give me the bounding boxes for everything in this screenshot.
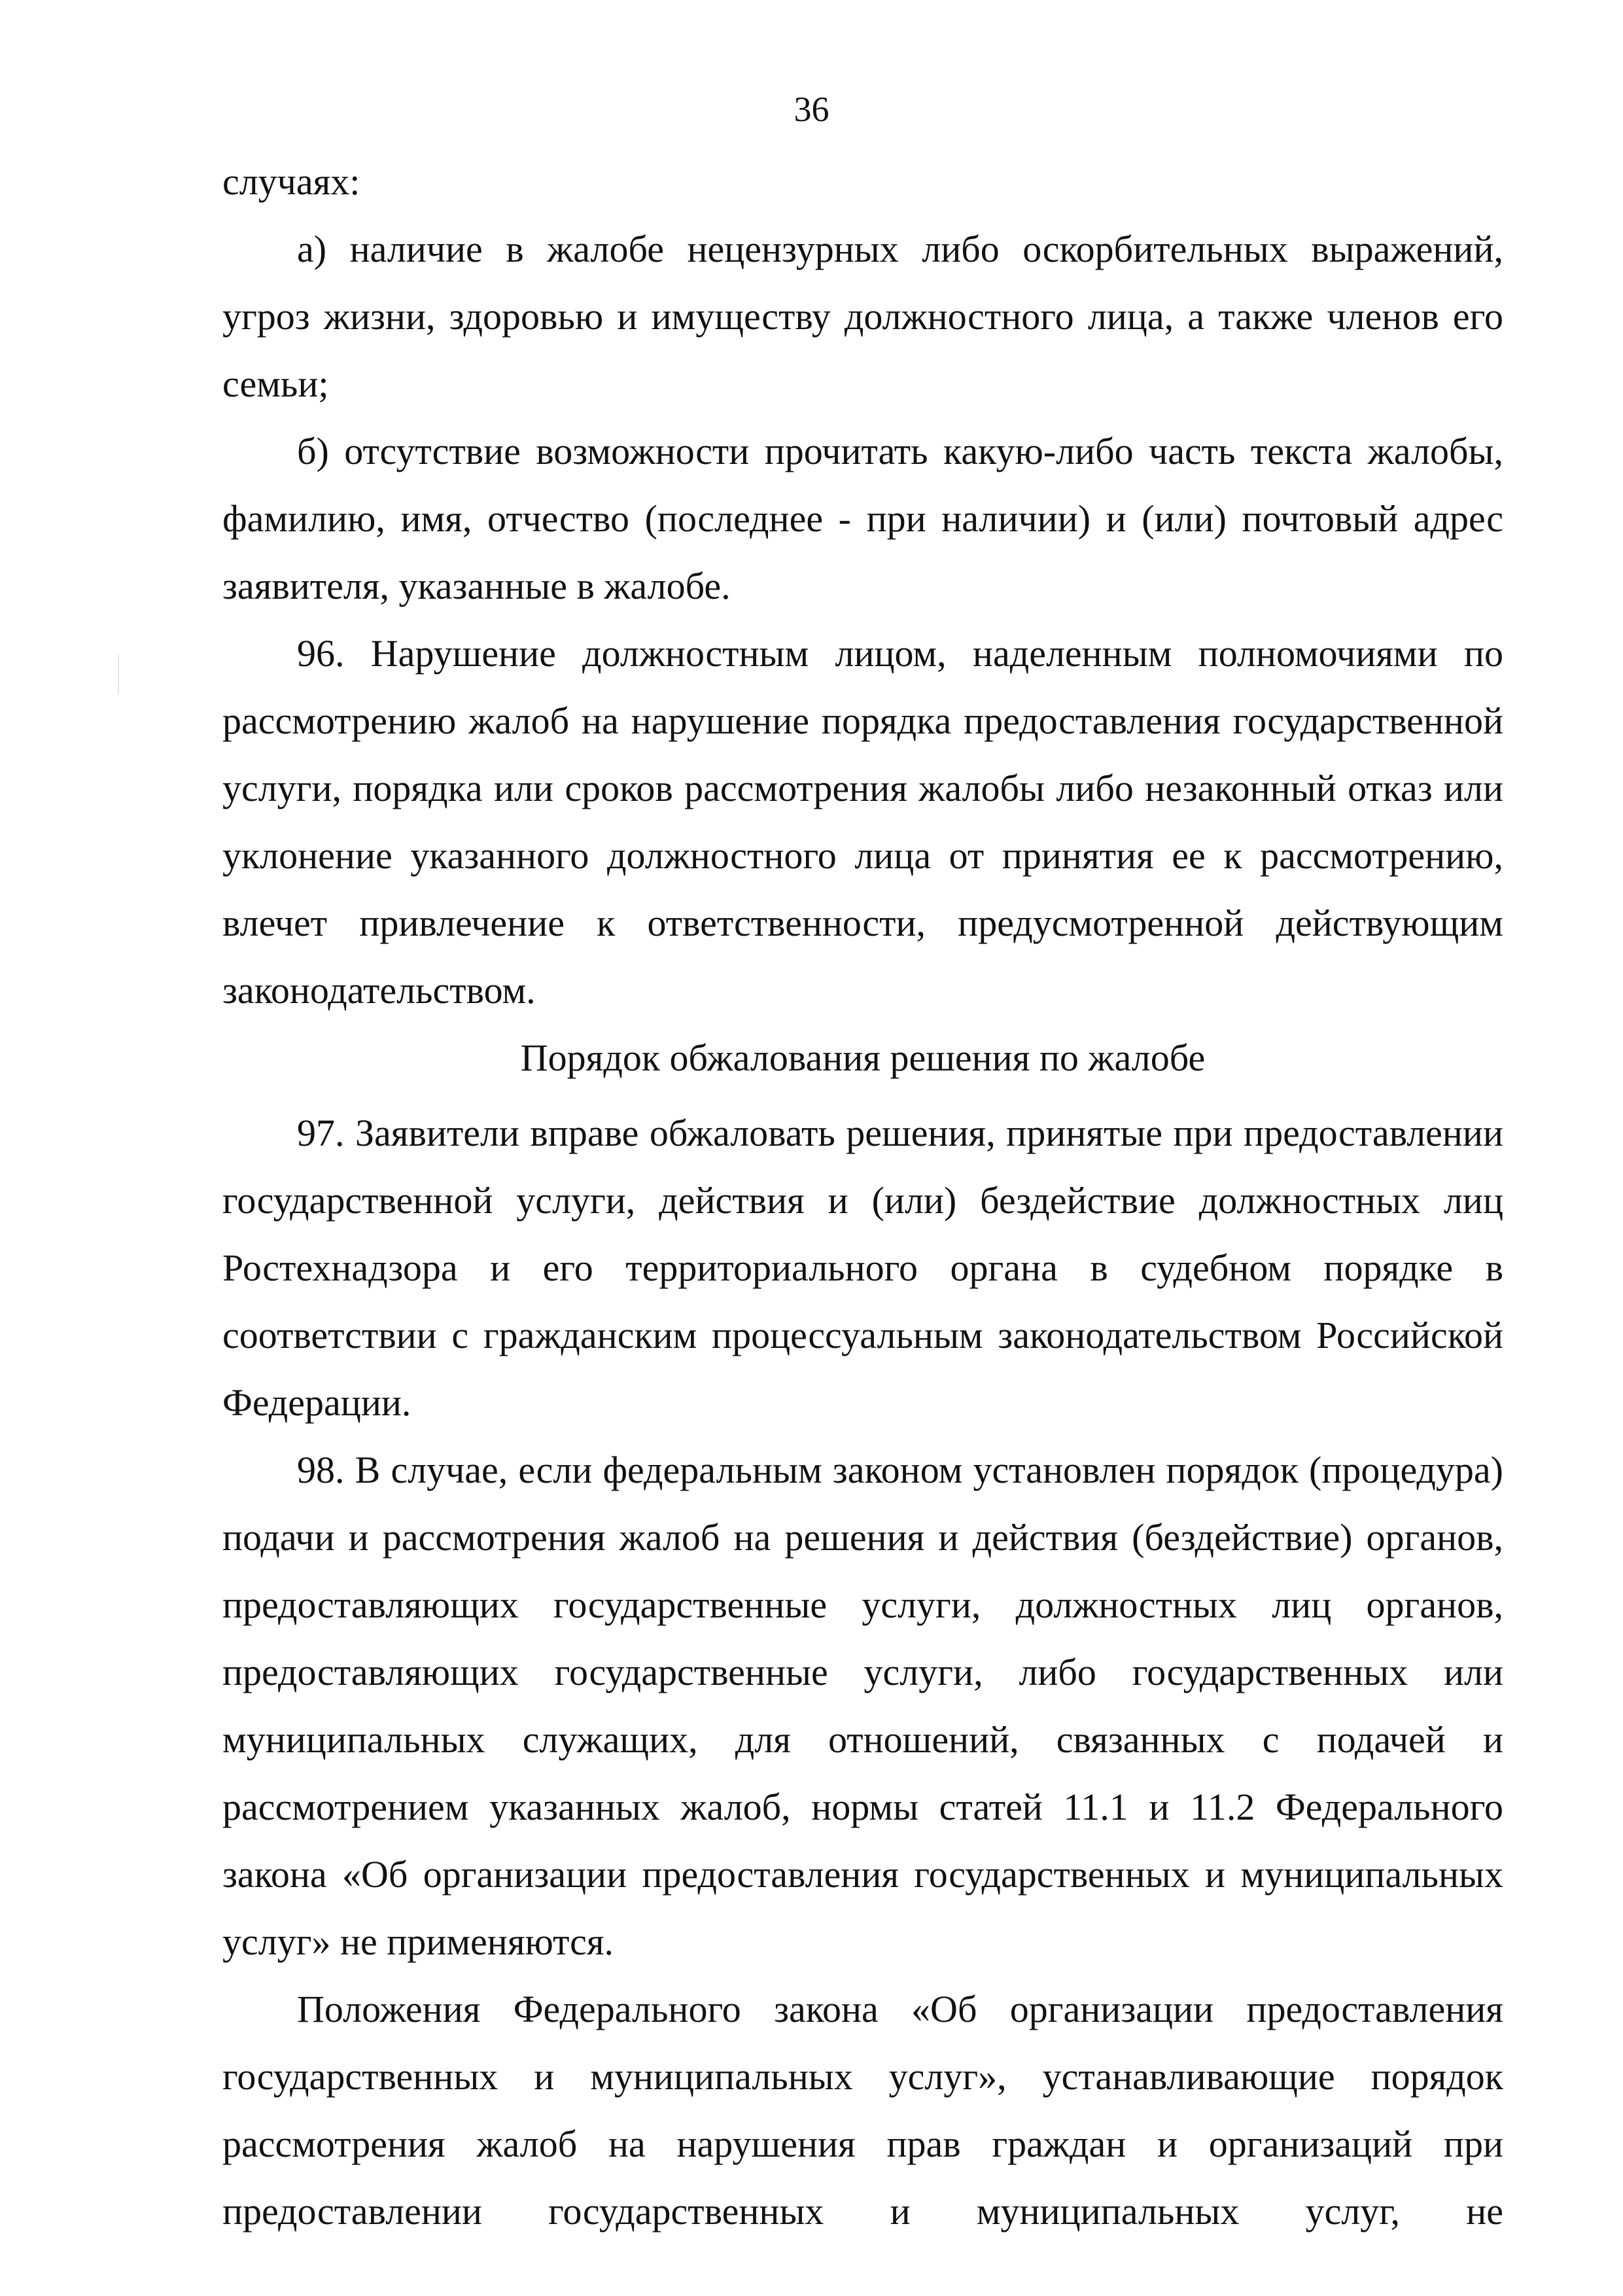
paragraph-provisions: Положения Федерального закона «Об организации предоставления государственных и муниципальных услуг», устанавливающие порядок рассмотрения жалоб на нарушения прав граждан и организаций при предоставлении государственных и муниципальных услуг, не	[222, 1988, 1503, 2233]
paragraph-98: 98. В случае, если федеральным законом установлен порядок (процедура) подачи и рассмотрения жалоб на решения и действия (бездействие) органов, предоставляющих государственные услуги, должностных лиц органов, предоставляющих государственные услуги, либо государственных или муниципальных служащих, для отношений, связанных с подачей и рассмотрением указанных жалоб, нормы статей 11.1 и 11.2 Федерального закона «Об организации предоставления государственных и муниципальных услуг» не применяются.	[222, 1449, 1503, 1963]
scan-margin-mark	[118, 654, 119, 694]
paragraph-item-a: а) наличие в жалобе нецензурных либо оскорбительных выражений, угроз жизни, здоровью и имуществу должностного лица, а также членов его семьи;	[222, 228, 1503, 405]
paragraph-continuation: случаях:	[222, 160, 360, 203]
paragraph-item-b: б) отсутствие возможности прочитать какую-либо часть текста жалобы, фамилию, имя, отчество (последнее - при наличии) и (или) почтовый адрес заявителя, указанные в жалобе.	[222, 430, 1503, 607]
section-heading: Порядок обжалования решения по жалобе	[520, 1036, 1206, 1079]
paragraph-96: 96. Нарушение должностным лицом, наделенным полномочиями по рассмотрению жалоб на нарушение порядка предоставления государственной услуги, порядка или сроков рассмотрения жалобы либо незаконный отказ или уклонение указанного должностного лица от принятия ее к рассмотрению, влечет привлечение к ответственности, предусмотренной действующим законодательством.	[222, 632, 1503, 1012]
document-body	[222, 148, 1503, 2245]
paragraph-97: 97. Заявители вправе обжаловать решения, принятые при предоставлении государственной услуги, действия и (или) бездействие должностных лиц Ростехнадзора и его территориального органа в судебном порядке в соответствии с гражданским процессуальным законодательством Российской Федерации.	[222, 1112, 1503, 1424]
page-number: 36	[794, 90, 829, 129]
